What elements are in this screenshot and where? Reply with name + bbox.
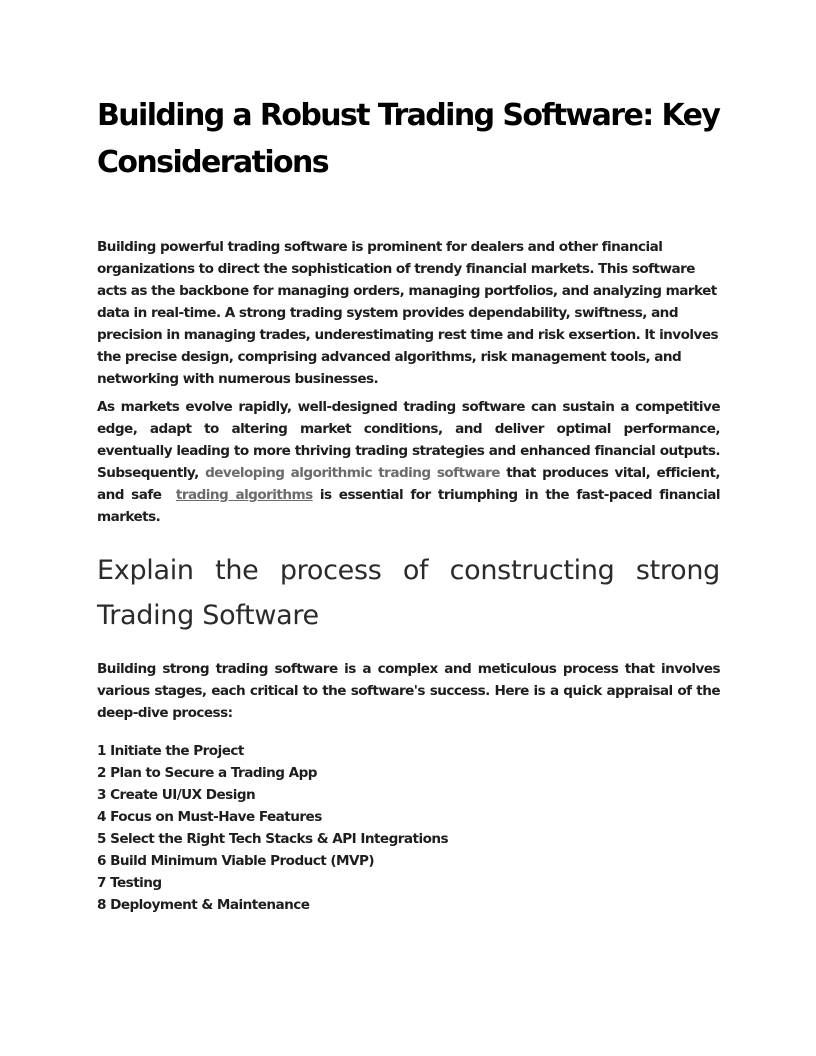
list-item: 7 Testing (97, 875, 162, 891)
intro-paragraph-2-text-a: As markets evolve rapidly, well-designed trading software can sustain a competitive edge, adapt to altering market conditions, and deliver optimal performance, eventually leading to more thriving trading strategies and enhanced financial outputs. Subsequently, (97, 399, 720, 481)
developing-algorithmic-trading-software-link[interactable]: developing algorithmic trading software (205, 465, 500, 481)
intro-section (97, 236, 720, 528)
list-item: 3 Create UI/UX Design (97, 787, 256, 803)
section-heading: Explain the process of constructing strong Trading Software (97, 555, 720, 631)
document-page (97, 92, 720, 916)
list-item: 6 Build Minimum Viable Product (MVP) (97, 853, 375, 869)
intro-paragraph-2 (97, 396, 720, 528)
list-item: 8 Deployment & Maintenance (97, 897, 310, 913)
trading-algorithms-link[interactable]: trading algorithms (175, 487, 313, 503)
list-item: 2 Plan to Secure a Trading App (97, 765, 317, 781)
process-steps-list (97, 740, 720, 916)
page-title: Building a Robust Trading Software: Key Considerations (97, 98, 720, 180)
list-item: 5 Select the Right Tech Stacks & API Integrations (97, 831, 449, 847)
intro-paragraph-2-text-b: that produces vital, efficient, and safe (97, 465, 721, 503)
list-item: 4 Focus on Must-Have Features (97, 809, 322, 825)
list-item: 1 Initiate the Project (97, 743, 244, 759)
intro-paragraph-1: Building powerful trading software is prominent for dealers and other financial organizations to direct the sophistication of trendy financial markets. This software acts as the backbone for managing orders, managing portfolios, and analyzing market data in real-time. A strong trading system provides dependability, swiftness, and precision in managing trades, underestimating rest time and risk exsertion. It involves the precise design, comprising advanced algorithms, risk management tools, and networking with numerous businesses. (97, 239, 719, 387)
intro-paragraph-2-text-c: is essential for triumphing in the fast-paced financial markets. (97, 487, 720, 525)
section-paragraph: Building strong trading software is a complex and meticulous process that involves various stages, each critical to the software's success. Here is a quick appraisal of the deep-dive process: (97, 661, 720, 721)
